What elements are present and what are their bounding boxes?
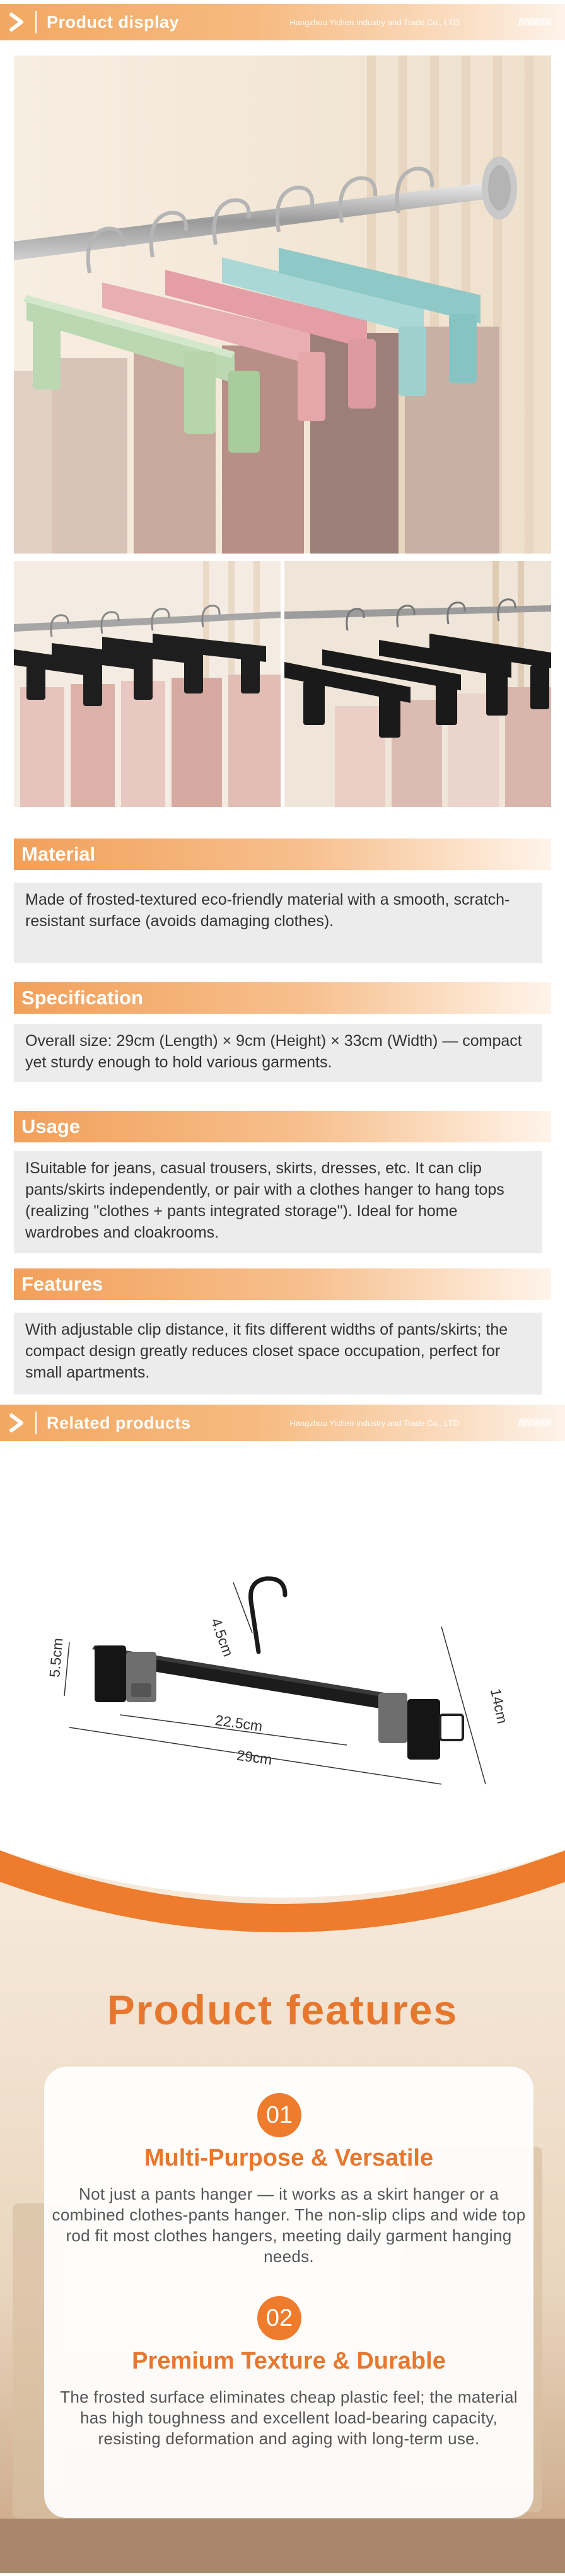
black-hanger-photo-right: [284, 561, 551, 807]
feature-number-badge: 01: [257, 2093, 301, 2137]
features-description: With adjustable clip distance, it fits different widths of pants/skirts; the compact design greatly reduces closet space occupation, perfect for small apartments.: [14, 1313, 542, 1395]
header-title: Product display: [47, 12, 180, 32]
header-separator: [35, 11, 37, 33]
header-title: Related products: [47, 1413, 191, 1432]
usage-description: ISuitable for jeans, casual trousers, skirts, dresses, etc. It can clip pants/skirts independently, or pair with a clothes hanger to hang tops (realizing "clothes + pants integrated storage"). Ideal for home wardrobes and cloakrooms.: [14, 1151, 542, 1253]
company-name: Hangzhou Yichen Industry and Trade Co., LTD: [289, 1418, 459, 1428]
chevron-right-icon: [0, 4, 35, 40]
dim-inner-width: 22.5cm: [214, 1712, 264, 1735]
features-heading: Features: [14, 1268, 551, 1300]
specification-description: Overall size: 29cm (Length) × 9cm (Height) × 33cm (Width) — compact yet sturdy enough to hold various garments.: [14, 1024, 542, 1082]
header-separator: [35, 1412, 37, 1434]
chevron-right-icon: [0, 1405, 35, 1441]
related-products-header: [0, 1405, 565, 1441]
main-product-photo: [14, 55, 551, 554]
feature-description: The frosted surface eliminates cheap plastic feel; the material has high toughness and excellent load-bearing capacity, resisting deformation and aging with long-term use.: [60, 2387, 518, 2448]
product-display-header: [0, 4, 565, 40]
material-description: Made of frosted-textured eco-friendly material with a smooth, scratch-resistant surface (avoids damaging clothes).: [14, 883, 542, 963]
dim-height: 14cm: [487, 1686, 511, 1726]
hanger-dimension-diagram: [46, 1538, 530, 1822]
usage-heading: Usage: [14, 1111, 551, 1142]
feature-title: Premium Texture & Durable: [132, 2348, 446, 2374]
dim-clip-height: 5.5cm: [46, 1637, 66, 1678]
specification-heading: Specification: [14, 982, 551, 1014]
black-hanger-photo-left: [14, 561, 281, 807]
dim-hook: 4.5cm: [207, 1616, 237, 1659]
feature-title: Multi-Purpose & Versatile: [144, 2145, 434, 2171]
decorative-slashes: //////////////: [518, 1417, 551, 1429]
decorative-slashes: //////////////: [518, 16, 551, 28]
feature-description: Not just a pants hanger — it works as a skirt hanger or a combined clothes-pants hanger. The non-slip clips and wide top rod fit most clothes hangers, meeting daily garment hanging needs.: [52, 2184, 526, 2266]
dim-total-width: 29cm: [235, 1746, 274, 1768]
feature-number-badge: 02: [257, 2296, 301, 2340]
material-heading: Material: [14, 838, 551, 870]
product-features-title: Product features: [107, 1987, 458, 2033]
company-name: Hangzhou Yichen Industry and Trade Co., LTD: [289, 17, 459, 27]
